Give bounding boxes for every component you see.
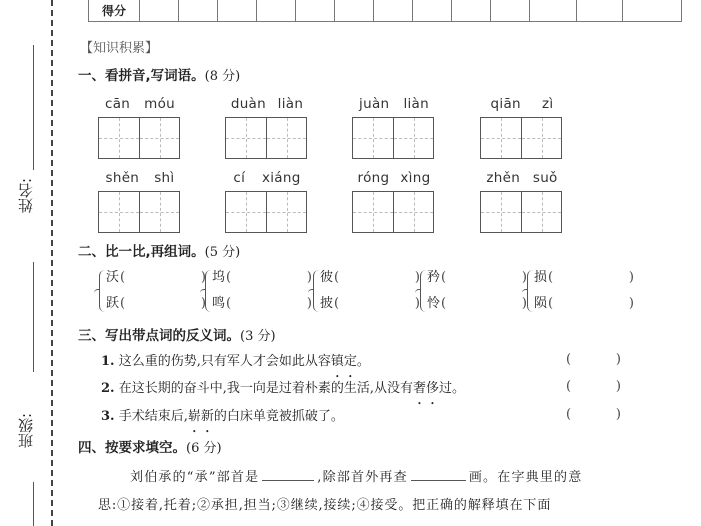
compare-pair-5 [527,266,637,316]
pinyin-syllable: suǒ [532,170,558,186]
pinyin-word-2 [225,95,309,159]
pinyin-syllable: xiáng [261,170,301,186]
grid-cell[interactable] [521,118,561,158]
answer-blank-close: ) [200,270,206,285]
answer-blank-close: ) [414,270,420,285]
answer-blank-open[interactable]: ( [548,296,554,311]
grid-cell[interactable] [99,192,139,232]
pinyin-word-7 [352,169,436,233]
pinyin-syllable: cān [104,96,131,112]
grid-cell[interactable] [521,192,561,232]
grid-cell[interactable] [393,192,433,232]
pinyin-word-5 [98,169,182,233]
sentence-text: 。 [356,354,370,369]
q3-answer-3[interactable] [566,407,621,422]
compare-char: 损 [534,270,548,285]
dotted-char: 镇 [330,354,344,369]
compare-char: 坞 [212,270,226,285]
writing-grid[interactable] [352,191,434,233]
item-number: 2. [101,381,115,396]
score-cell[interactable] [491,0,530,22]
q4-title [78,436,222,456]
q3-sentence-3 [101,407,344,427]
grid-cell[interactable] [481,192,521,232]
compare-char: 陨 [534,296,548,311]
score-cell[interactable] [218,0,257,22]
sentence-text: 手术结束后, [118,409,188,424]
q4-line-2: 思:①接着,托着;②承担,担当;③继续,接续;④接受。把正确的解释填在下面 [98,498,552,513]
q3-title [78,324,276,344]
writing-grid[interactable] [225,191,307,233]
answer-blank-open[interactable]: ( [226,270,232,285]
compare-char: 跃 [106,296,120,311]
score-cell[interactable] [530,0,577,22]
name-label: 姓名: [17,177,35,213]
pinyin-syllable: zì [542,96,554,112]
paren-close: ) [615,379,621,394]
name-underline-bottom [33,262,34,372]
score-cell[interactable] [335,0,374,22]
section-tag: 【知识积累】 [80,41,159,56]
grid-cell[interactable] [393,118,433,158]
grid-cell[interactable] [353,192,393,232]
q3-sentence-2 [101,379,465,399]
q1-points: (8 分) [204,69,241,84]
pinyin-word-3 [352,95,436,159]
score-table [88,0,682,22]
answer-blank-close: ) [414,296,420,311]
score-cell[interactable] [452,0,491,22]
compare-pair-1 [99,266,209,316]
answer-blank-close: ) [521,296,527,311]
para-text: 刘伯承的“承”部首是 [130,470,260,485]
answer-blank-close: ) [521,270,527,285]
pinyin-syllable: xìng [400,170,431,186]
grid-cell[interactable] [226,192,266,232]
score-cell[interactable] [413,0,452,22]
compare-pair-2 [205,266,315,316]
pinyin-word-8 [480,169,564,233]
grid-cell[interactable] [226,118,266,158]
answer-blank-open[interactable]: ( [120,270,126,285]
answer-blank-open[interactable]: ( [548,270,554,285]
score-cell[interactable] [179,0,218,22]
item-number: 1. [101,354,115,369]
answer-blank-open[interactable]: ( [120,296,126,311]
score-cell[interactable] [577,0,623,22]
pinyin-syllable: shěn [105,170,140,186]
grid-cell[interactable] [139,118,179,158]
grid-cell[interactable] [353,118,393,158]
answer-blank-open[interactable]: ( [334,270,340,285]
radical-blank[interactable] [262,468,314,481]
score-row-label: 得分 [89,0,140,22]
dotted-char: 奢 [412,381,426,396]
q3-points: (3 分) [240,329,276,344]
pinyin-syllable: juàn [359,96,390,112]
pinyin-syllable: duàn [230,96,266,112]
dotted-char: 侈 [426,381,440,396]
sentence-text: 过。 [439,381,466,396]
answer-blank-open[interactable]: ( [441,296,447,311]
answer-blank-open[interactable]: ( [226,296,232,311]
score-cell[interactable] [140,0,179,22]
pinyin-syllable: liàn [277,96,304,112]
paren-close: ) [615,352,621,367]
para-text: ,除部首外再查 [317,470,408,485]
paren-close: ) [615,407,621,422]
pinyin-syllable: móu [144,96,175,112]
class-underline [33,482,34,526]
compare-pair-3 [313,266,423,316]
score-cell[interactable] [374,0,413,22]
paren-open: ( [566,379,572,394]
q4-points: (6 分) [186,441,222,456]
q3-answer-1[interactable] [566,352,621,367]
writing-grid[interactable] [98,117,180,159]
dotted-char: 崭 [187,409,201,424]
writing-grid[interactable] [98,191,180,233]
dotted-char: 定 [343,354,357,369]
compare-char: 沃 [106,270,120,285]
paren-open: ( [566,407,572,422]
para-text: 画。在字典里的意 [468,470,583,485]
grid-cell[interactable] [481,118,521,158]
sentence-text: 这么重的伤势,只有军人才会如此从容 [118,354,331,369]
pinyin-syllable: róng [357,170,390,186]
q3-answer-2[interactable] [566,379,621,394]
score-cell[interactable] [623,0,682,22]
answer-blank-open[interactable]: ( [441,270,447,285]
score-cell[interactable] [257,0,296,22]
q2-title-text: 二、比一比,再组词。 [78,244,205,260]
compare-char: 披 [320,296,334,311]
grid-cell[interactable] [266,192,306,232]
q4-line-1 [130,466,582,485]
q3-sentence-1 [101,352,370,372]
dotted-char: 新 [200,409,214,424]
writing-grid[interactable] [225,117,307,159]
binding-dashed-line [51,0,53,526]
answer-blank-open[interactable]: ( [334,296,340,311]
q2-title [78,240,240,260]
grid-cell[interactable] [99,118,139,158]
class-label: 班级: [17,412,35,448]
answer-blank-close: ) [306,270,312,285]
pinyin-syllable: liàn [403,96,429,112]
answer-blank-close: ) [628,296,634,311]
paren-open: ( [566,352,572,367]
grid-cell[interactable] [139,192,179,232]
q4-title-text: 四、按要求填空。 [78,440,186,456]
answer-blank-close: ) [200,296,206,311]
q3-title-text: 三、写出带点词的反义词。 [78,328,240,344]
compare-char: 矜 [427,270,441,285]
compare-char: 鸣 [212,296,226,311]
score-cell[interactable] [296,0,335,22]
pinyin-word-1 [98,95,182,159]
pinyin-word-4 [480,95,564,159]
q2-points: (5 分) [204,245,241,260]
q1-title [78,64,240,84]
name-underline-top [33,45,34,170]
answer-blank-close: ) [628,270,634,285]
pinyin-syllable: zhěn [486,170,521,186]
item-number: 3. [101,409,115,424]
pinyin-syllable: qiān [490,96,521,112]
stroke-count-blank[interactable] [411,468,466,481]
sentence-text: 在这长期的奋斗中,我一向是过着朴素的生活,从没有 [118,381,413,396]
compare-char: 怜 [427,296,441,311]
answer-blank-close: ) [306,296,312,311]
score-row [89,0,682,22]
writing-grid[interactable] [480,117,562,159]
q1-title-text: 一、看拼音,写词语。 [78,68,205,84]
pinyin-word-6 [225,169,309,233]
writing-grid[interactable] [480,191,562,233]
grid-cell[interactable] [266,118,306,158]
compare-pair-4 [420,266,530,316]
writing-grid[interactable] [352,117,434,159]
sentence-text: 的白床单竟被抓破了。 [213,409,344,424]
pinyin-syllable: cí [233,170,246,186]
pinyin-syllable: shì [154,170,175,186]
compare-char: 彼 [320,270,334,285]
